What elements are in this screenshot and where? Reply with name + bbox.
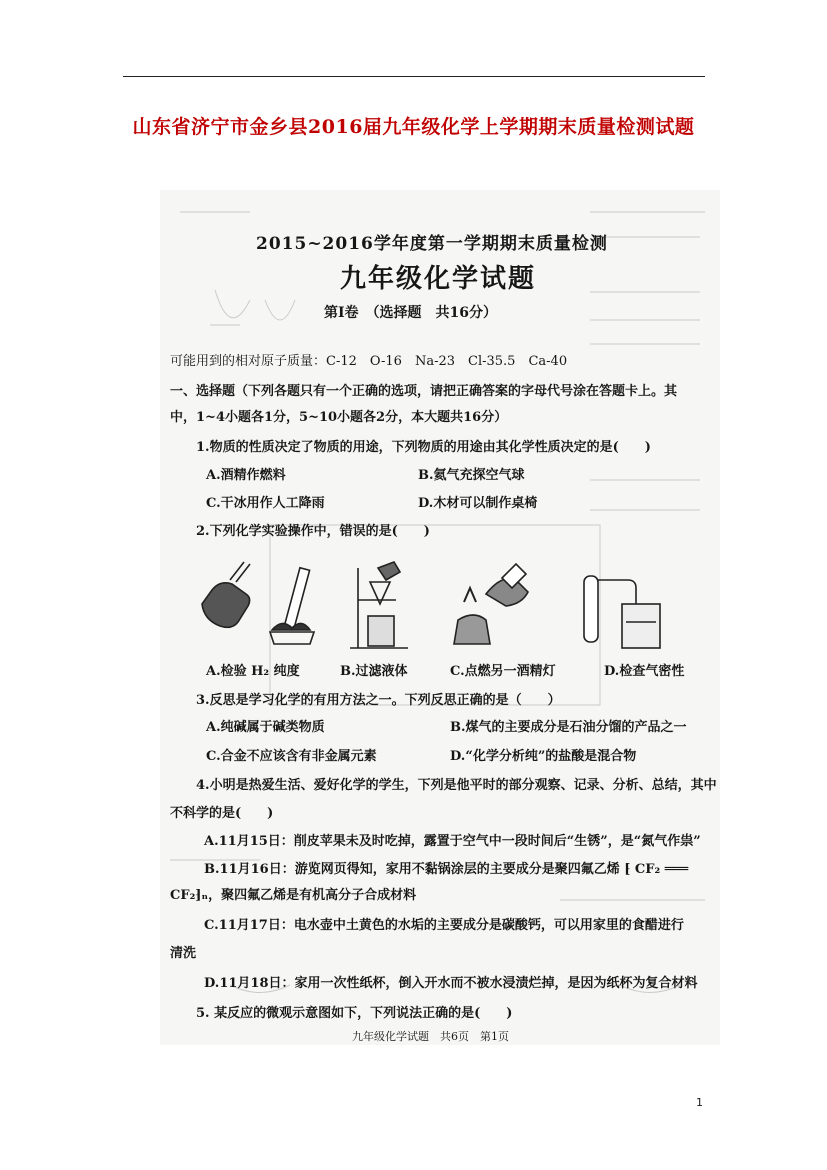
q4-stem-line2: 不科学的是( ) xyxy=(170,806,274,821)
q1-option-c: C.干冰用作人工降雨 xyxy=(206,496,325,511)
q1-stem: 1.物质的性质决定了物质的用途，下列物质的用途由其化学性质决定的是( ) xyxy=(196,440,651,455)
page-number: 1 xyxy=(696,1096,703,1109)
lab-operations-figure xyxy=(200,560,700,660)
q3-option-b: B.煤气的主要成分是石油分馏的产品之一 xyxy=(450,720,687,735)
check-h2-purity-illustration xyxy=(202,562,250,627)
q4-stem-line1: 4.小明是热爱生活、爱好化学的学生，下列是他平时的部分观察、记录、分析、总结，其中 xyxy=(196,778,717,793)
section-label: 第Ⅰ卷 （选择题 共16分） xyxy=(324,305,498,321)
q4-option-b-line2: CF₂⁆ₙ，聚四氟乙烯是有机高分子合成材料 xyxy=(170,888,417,903)
filtration-illustration xyxy=(350,562,408,648)
q4-option-a: A.11月15日：削皮苹果未及时吃掉，露置于空气中一段时间后“生锈”，是“氮气作祟” xyxy=(204,834,701,849)
q4-option-b-line1: B.11月16日：游览网页得知，家用不黏锅涂层的主要成分是聚四氟乙烯 ⁅ CF₂ ═══ xyxy=(204,862,689,877)
lighting-alcohol-lamp-illustration xyxy=(454,564,528,644)
exam-header: 2015~2016学年度第一学期期末质量检测 xyxy=(256,234,608,254)
test-tube-flame-illustration xyxy=(270,568,314,644)
part-one-instructions-line2: 中，1~4小题各1分，5~10小题各2分，本大题共16分） xyxy=(170,410,508,425)
q4-option-d: D.11月18日：家用一次性纸杯，倒入开水而不被水浸渍烂掉，是因为纸杯为复合材料 xyxy=(204,976,698,991)
q3-stem: 3.反思是学习化学的有用方法之一。下列反思正确的是（ ） xyxy=(196,693,561,708)
q5-stem: 5. 某反应的微观示意图如下，下列说法正确的是( ) xyxy=(196,1006,513,1021)
q2-option-c: C.点燃另一酒精灯 xyxy=(450,664,556,679)
q2-option-a: A.检验 H₂ 纯度 xyxy=(206,664,300,679)
scan-page-footer: 九年级化学试题 共6页 第1页 xyxy=(352,1030,509,1043)
q3-option-d: D.“化学分析纯”的盐酸是混合物 xyxy=(450,749,637,764)
q2-option-b: B.过滤液体 xyxy=(340,664,408,679)
exam-name: 九年级化学试题 xyxy=(340,264,537,294)
q1-option-d: D.木材可以制作桌椅 xyxy=(418,496,538,511)
part-one-instructions-line1: 一、选择题（下列各题只有一个正确的选项，请把正确答案的字母代号涂在答题卡上。其 xyxy=(170,384,678,399)
q1-option-a: A.酒精作燃料 xyxy=(206,468,286,483)
q3-option-c: C.合金不应该含有非金属元素 xyxy=(206,749,377,764)
q2-option-d: D.检查气密性 xyxy=(604,664,685,679)
airtightness-check-illustration xyxy=(584,576,660,648)
atomic-masses: 可能用到的相对原子质量：C-12 O-16 Na-23 Cl-35.5 Ca-40 xyxy=(170,354,568,369)
q4-option-c-line2: 清洗 xyxy=(170,946,197,961)
q2-stem: 2.下列化学实验操作中，错误的是( ) xyxy=(196,524,430,539)
q1-option-b: B.氦气充探空气球 xyxy=(418,468,525,483)
q4-option-c-line1: C.11月17日：电水壶中土黄色的水垢的主要成分是碳酸钙，可以用家里的食醋进行 xyxy=(204,918,684,933)
document-title: 山东省济宁市金乡县2016届九年级化学上学期期末质量检测试题 xyxy=(132,116,695,138)
q3-option-a: A.纯碱属于碱类物质 xyxy=(206,720,325,735)
